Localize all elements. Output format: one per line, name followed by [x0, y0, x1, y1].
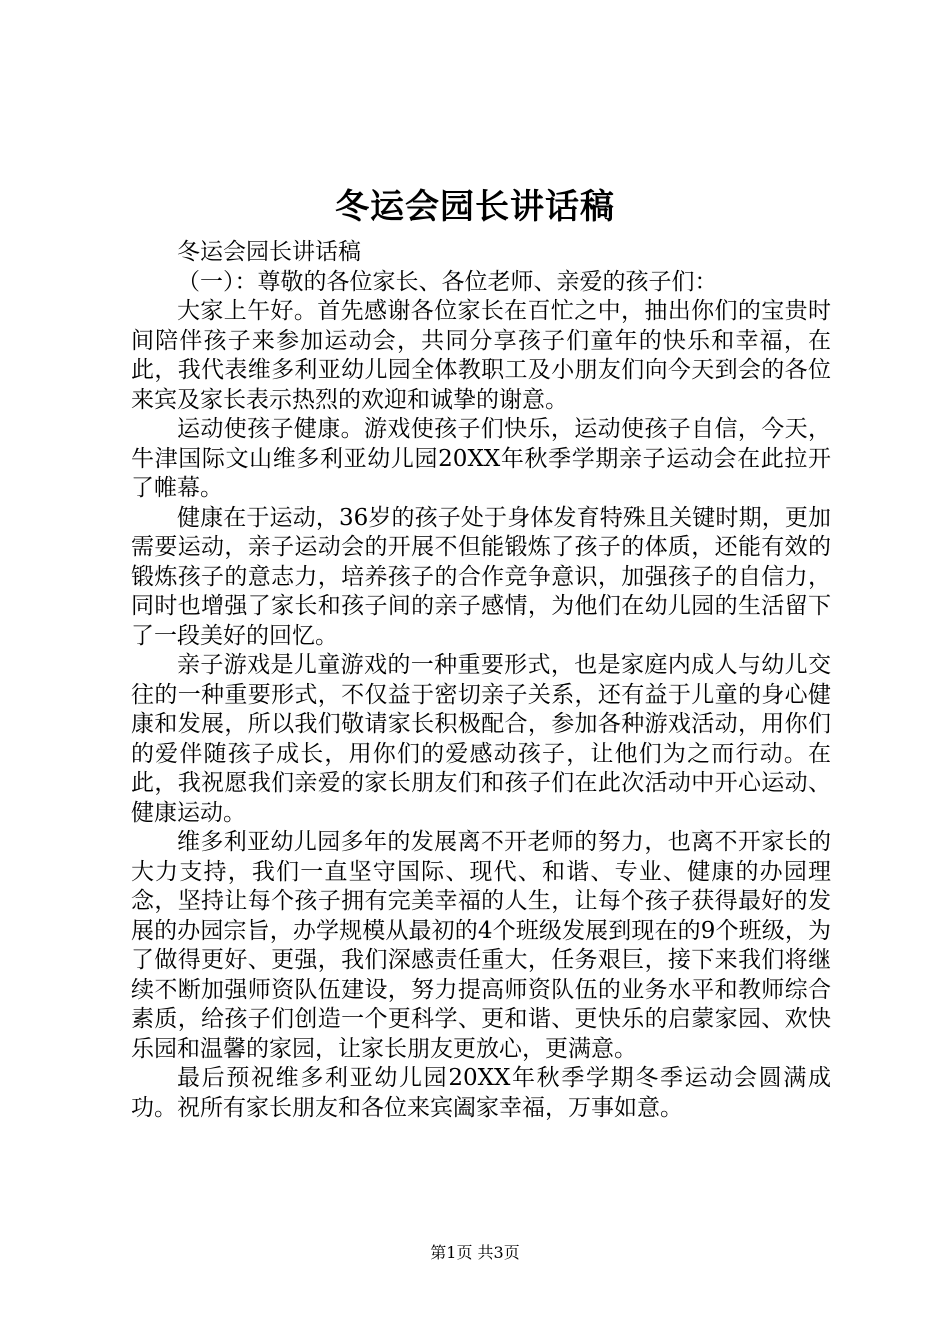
- paragraph: 亲子游戏是儿童游戏的一种重要形式，也是家庭内成人与幼儿交往的一种重要形式，不仅益于密切亲子关系，还有益于儿童的身心健康和发展，所以我们敬请家长积极配合，参加各种游戏活动，用你们的爱伴随孩子成长，用你们的爱感动孩子，让他们为之而行动。在此，我祝愿我们亲爱的家长朋友们和孩子们在此次活动中开心运动、健康运动。: [131, 652, 831, 826]
- page-number-footer: 第1页 共3页: [430, 1243, 520, 1262]
- paragraph-greeting: （一）：尊敬的各位家长、各位老师、亲爱的孩子们：: [177, 268, 718, 295]
- paragraph: 维多利亚幼儿园多年的发展离不开老师的努力，也离不开家长的大力支持，我们一直坚守国际、现代、和谐、专业、健康的办园理念，坚持让每个孩子拥有完美幸福的人生，让每个孩子获得最好的发展的办园宗旨，办学规模从最初的4个班级发展到现在的9个班级，为了做得更好、更强，我们深感责任重大，任务艰巨，接下来我们将继续不断加强师资队伍建设，努力提高师资队伍的业务水平和教师综合素质，给孩子们创造一个更科学、更和谐、更快乐的启蒙家园、欢快乐园和温馨的家园，让家长朋友更放心，更满意。: [131, 829, 831, 1062]
- paragraph: 健康在于运动，36岁的孩子处于身体发育特殊且关键时期，更加需要运动，亲子运动会的开展不但能锻炼了孩子的体质，还能有效的锻炼孩子的意志力，培养孩子的合作竞争意识，加强孩子的自信力，同时也增强了家长和孩子间的亲子感情，为他们在幼儿园的生活留下了一段美好的回忆。: [131, 504, 831, 649]
- paragraph: 大家上午好。首先感谢各位家长在百忙之中，抽出你们的宝贵时间陪伴孩子来参加运动会，共同分享孩子们童年的快乐和幸福，在此，我代表维多利亚幼儿园全体教职工及小朋友们向今天到会的各位来宾及家长表示热烈的欢迎和诚挚的谢意。: [131, 298, 831, 413]
- paragraph-subtitle: 冬运会园长讲话稿: [177, 239, 361, 265]
- paragraph-closing: 最后预祝维多利亚幼儿园20XX年秋季学期冬季运动会圆满成功。祝所有家长朋友和各位来宾阖家幸福，万事如意。: [131, 1065, 831, 1121]
- paragraph: 运动使孩子健康。游戏使孩子们快乐，运动使孩子自信，今天，牛津国际文山维多利亚幼儿园20XX年秋季学期亲子运动会在此拉开了帷幕。: [131, 416, 831, 501]
- document-title: 冬运会园长讲话稿: [335, 187, 615, 227]
- document-body: [131, 238, 831, 1123]
